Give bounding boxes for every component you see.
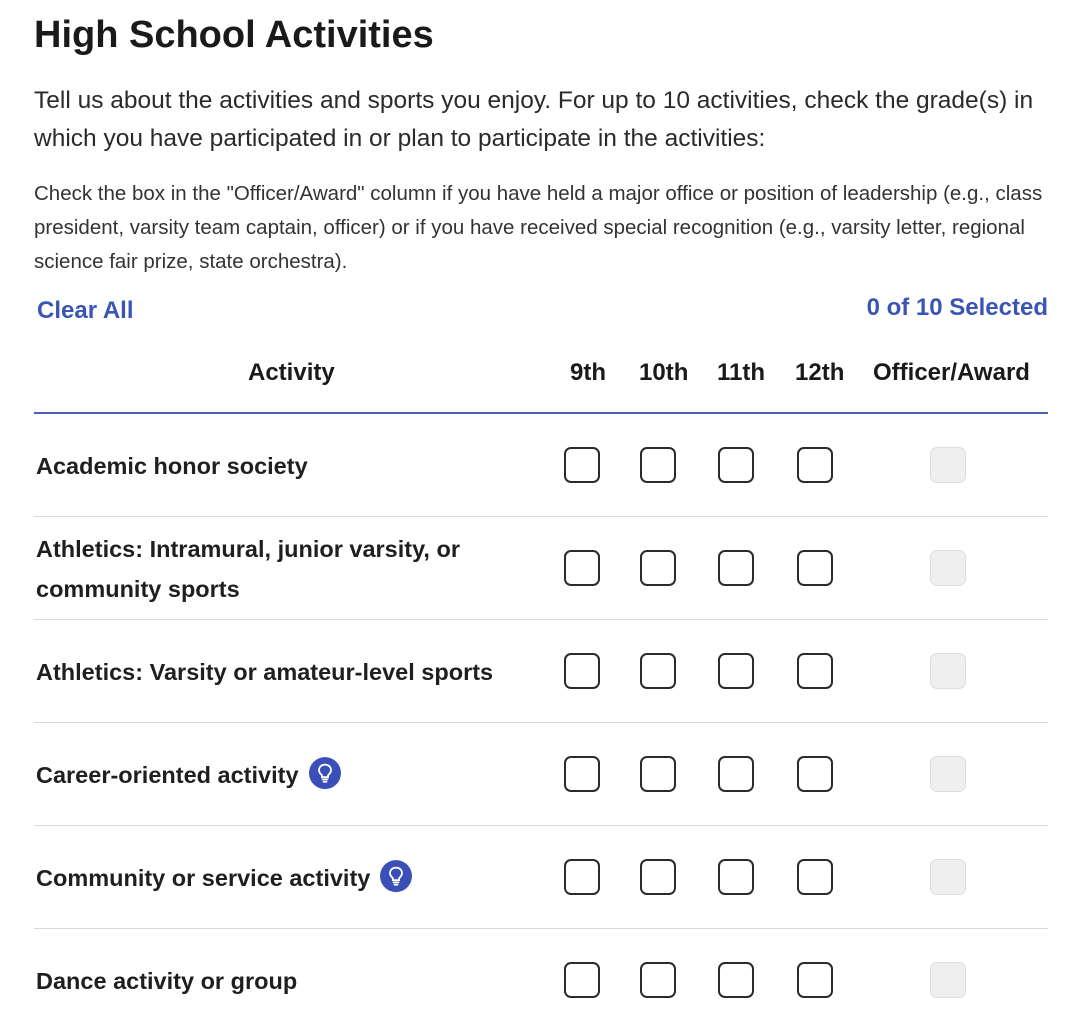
grade-10th-checkbox[interactable] — [640, 653, 676, 689]
grade-10th-checkbox[interactable] — [640, 550, 676, 586]
grade-9th-checkbox[interactable] — [564, 962, 600, 998]
activity-name: Athletics: Intramural, junior varsity, or community sports — [36, 536, 460, 602]
grade-12th-checkbox[interactable] — [797, 447, 833, 483]
activity-name: Dance activity or group — [36, 967, 298, 994]
grade-12th-checkbox[interactable] — [797, 859, 833, 895]
intro-text: Tell us about the activities and sports you enjoy. For up to 10 activities, check the grade(s) in which you have participated in or plan to participate in the activities: — [34, 87, 1034, 152]
grade-9th-checkbox[interactable] — [564, 653, 600, 689]
column-header-officer-award: Officer/Award — [873, 359, 1030, 386]
grade-12th-checkbox[interactable] — [797, 653, 833, 689]
activity-name: Community or service activity — [36, 864, 371, 891]
clear-all-button[interactable]: Clear All — [37, 297, 134, 324]
officer-award-checkbox — [930, 962, 966, 998]
column-header-12th: 12th — [795, 359, 845, 386]
activity-label — [36, 528, 536, 608]
grade-11th-checkbox[interactable] — [718, 859, 754, 895]
selected-count: 0 of 10 Selected — [866, 294, 1048, 321]
grade-12th-checkbox[interactable] — [797, 550, 833, 586]
table-header — [34, 340, 1048, 414]
grade-11th-checkbox[interactable] — [718, 550, 754, 586]
grade-11th-checkbox[interactable] — [718, 962, 754, 998]
grade-9th-checkbox[interactable] — [564, 550, 600, 586]
grade-10th-checkbox[interactable] — [640, 859, 676, 895]
activity-label — [36, 445, 536, 485]
grade-12th-checkbox[interactable] — [797, 756, 833, 792]
activity-name: Athletics: Varsity or amateur-level sports — [36, 658, 494, 685]
activity-label — [36, 960, 536, 1000]
activity-row — [34, 517, 1048, 620]
activity-row — [34, 723, 1048, 826]
activity-row — [34, 620, 1048, 723]
grade-9th-checkbox[interactable] — [564, 859, 600, 895]
activity-label — [36, 651, 536, 691]
grade-9th-checkbox[interactable] — [564, 447, 600, 483]
activity-rows — [34, 414, 1048, 1031]
grade-10th-checkbox[interactable] — [640, 447, 676, 483]
grade-10th-checkbox[interactable] — [640, 756, 676, 792]
officer-award-checkbox — [930, 447, 966, 483]
lightbulb-icon[interactable] — [380, 860, 412, 892]
grade-10th-checkbox[interactable] — [640, 962, 676, 998]
activity-label — [36, 754, 536, 794]
column-header-9th: 9th — [570, 359, 606, 386]
lightbulb-icon[interactable] — [309, 757, 341, 789]
grade-11th-checkbox[interactable] — [718, 653, 754, 689]
officer-award-checkbox — [930, 550, 966, 586]
column-header-activity: Activity — [248, 359, 335, 386]
activity-row — [34, 826, 1048, 929]
page-title: High School Activities — [34, 14, 434, 56]
activity-row — [34, 929, 1048, 1031]
grade-11th-checkbox[interactable] — [718, 447, 754, 483]
activity-name: Career-oriented activity — [36, 761, 299, 788]
grade-12th-checkbox[interactable] — [797, 962, 833, 998]
activity-row — [34, 414, 1048, 517]
grade-11th-checkbox[interactable] — [718, 756, 754, 792]
activity-name: Academic honor society — [36, 452, 308, 479]
officer-award-checkbox — [930, 859, 966, 895]
activity-label — [36, 857, 536, 897]
grade-9th-checkbox[interactable] — [564, 756, 600, 792]
officer-award-checkbox — [930, 653, 966, 689]
officer-award-checkbox — [930, 756, 966, 792]
officer-award-note: Check the box in the "Officer/Award" column if you have held a major office or position of leadership (e.g., class president, varsity team captain, officer) or if you have received special recognition (e.g., varsity letter, regional science fair prize, state orchestra). — [34, 182, 1043, 273]
column-header-10th: 10th — [639, 359, 689, 386]
column-header-11th: 11th — [717, 359, 766, 386]
